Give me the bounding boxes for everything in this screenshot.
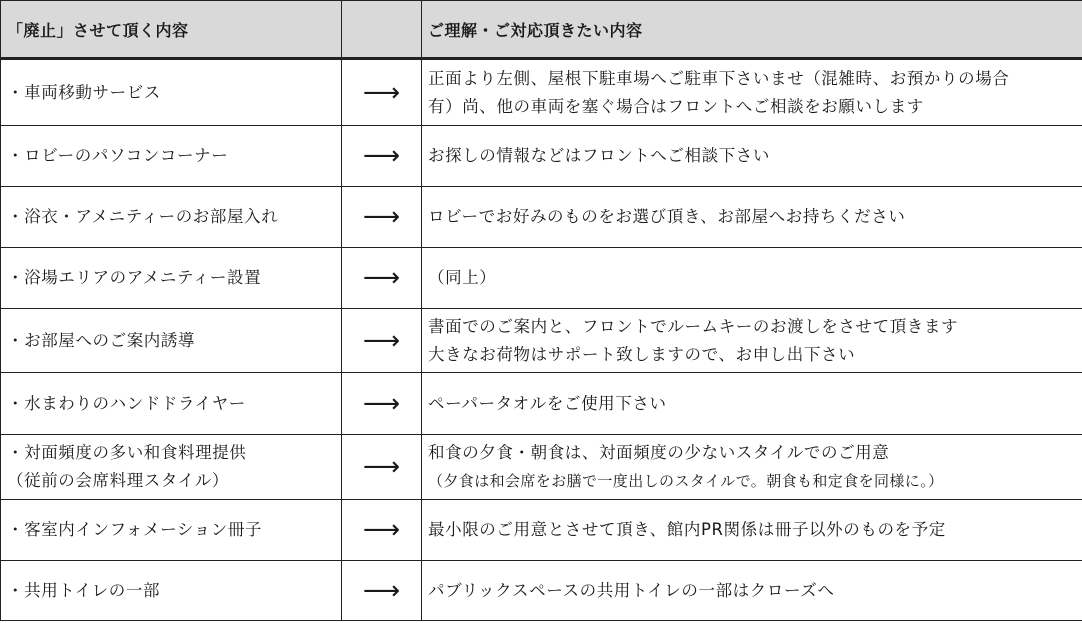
header-arrow[interactable]	[342, 1, 422, 59]
note-line: お探しの情報などはフロントへご相談下さい	[428, 146, 770, 165]
cell-item[interactable]	[1, 500, 342, 561]
note-line: 有）尚、他の車両を塞ぐ場合はフロントへご相談をお願いします	[428, 96, 924, 116]
cell-item[interactable]	[1, 435, 342, 500]
item-text: ・共用トイレの一部	[7, 580, 161, 600]
header-request[interactable]: ご理解・ご対応頂きたい内容	[422, 1, 1082, 59]
table-row	[1, 248, 1082, 309]
arrow-right-icon: ⟶	[362, 263, 401, 293]
cell-note[interactable]	[422, 373, 1082, 435]
cell-note[interactable]	[422, 435, 1082, 500]
header-discontinued[interactable]: 「廃止」させて頂く内容	[1, 1, 342, 59]
cell-item[interactable]	[1, 561, 342, 621]
item-text: ・客室内インフォメーション冊子	[7, 520, 263, 539]
note-line: 正面より左側、屋根下駐車場へご駐車下さいませ（混雑時、お預かりの場合	[428, 68, 1010, 88]
cell-note[interactable]	[422, 500, 1082, 561]
table-row	[1, 187, 1082, 248]
item-text: ・ロビーのパソコンコーナー	[7, 146, 229, 165]
cell-item[interactable]	[1, 187, 342, 248]
note-line: 最小限のご用意とさせて頂き、館内PR関係は冊子以外のものを予定	[428, 520, 946, 539]
note-line: （同上）	[428, 268, 497, 287]
table-row	[1, 373, 1082, 435]
note-line: （夕食は和会席をお膳で一度出しのスタイルで。朝食も和定食を同様に。）	[428, 472, 944, 490]
item-text: ・浴場エリアのアメニティー設置	[7, 268, 262, 287]
item-text: ・車両移動サービス	[7, 82, 161, 102]
note-line: 書面でのご案内と、フロントでルームキーのお渡しをさせて頂きます	[428, 316, 959, 336]
note-line: ペーパータオルをご使用下さい	[428, 393, 667, 413]
item-text: ・浴衣・アメニティーのお部屋入れ	[7, 207, 279, 226]
item-text: （従前の会席料理スタイル）	[7, 471, 229, 490]
cell-arrow[interactable]	[342, 126, 422, 187]
item-text: ・お部屋へのご案内誘導	[7, 330, 196, 350]
note-line: パブリックスペースの共用トイレの一部はクローズへ	[428, 580, 835, 600]
cell-item[interactable]	[1, 309, 342, 373]
arrow-right-icon: ⟶	[362, 202, 401, 232]
table-row	[1, 435, 1082, 500]
table-row	[1, 561, 1082, 621]
table-row	[1, 59, 1082, 126]
arrow-right-icon: ⟶	[362, 325, 401, 356]
cell-note[interactable]	[422, 59, 1082, 126]
arrow-right-icon: ⟶	[362, 452, 401, 482]
note-line: 和食の夕食・朝食は、対面頻度の少ないスタイルでのご用意	[428, 443, 890, 462]
cell-note[interactable]	[422, 309, 1082, 373]
cell-arrow[interactable]	[342, 187, 422, 248]
cell-arrow[interactable]	[342, 500, 422, 561]
arrow-right-icon: ⟶	[362, 575, 401, 606]
arrow-right-icon: ⟶	[362, 77, 401, 108]
cell-arrow[interactable]	[342, 561, 422, 621]
note-line: ロビーでお好みのものをお選び頂き、お部屋へお持ちください	[428, 207, 906, 226]
table-row	[1, 309, 1082, 373]
cell-note[interactable]	[422, 248, 1082, 309]
cell-item[interactable]	[1, 248, 342, 309]
item-text: ・対面頻度の多い和食料理提供	[7, 443, 247, 462]
cell-item[interactable]	[1, 373, 342, 435]
cell-arrow[interactable]	[342, 373, 422, 435]
table-row	[1, 126, 1082, 187]
arrow-right-icon: ⟶	[362, 141, 401, 171]
cell-arrow[interactable]	[342, 435, 422, 500]
header-row	[1, 1, 1082, 59]
cell-note[interactable]	[422, 126, 1082, 187]
cell-note[interactable]	[422, 187, 1082, 248]
cell-item[interactable]	[1, 126, 342, 187]
cell-note[interactable]	[422, 561, 1082, 621]
arrow-right-icon: ⟶	[362, 515, 401, 545]
table-row	[1, 500, 1082, 561]
cell-arrow[interactable]	[342, 59, 422, 126]
cell-item[interactable]	[1, 59, 342, 126]
cell-arrow[interactable]	[342, 248, 422, 309]
arrow-right-icon: ⟶	[362, 388, 401, 419]
item-text: ・水まわりのハンドドライヤー	[7, 393, 246, 413]
cell-arrow[interactable]	[342, 309, 422, 373]
note-line: 大きなお荷物はサポート致しますので、お申し出下さい	[428, 344, 856, 364]
